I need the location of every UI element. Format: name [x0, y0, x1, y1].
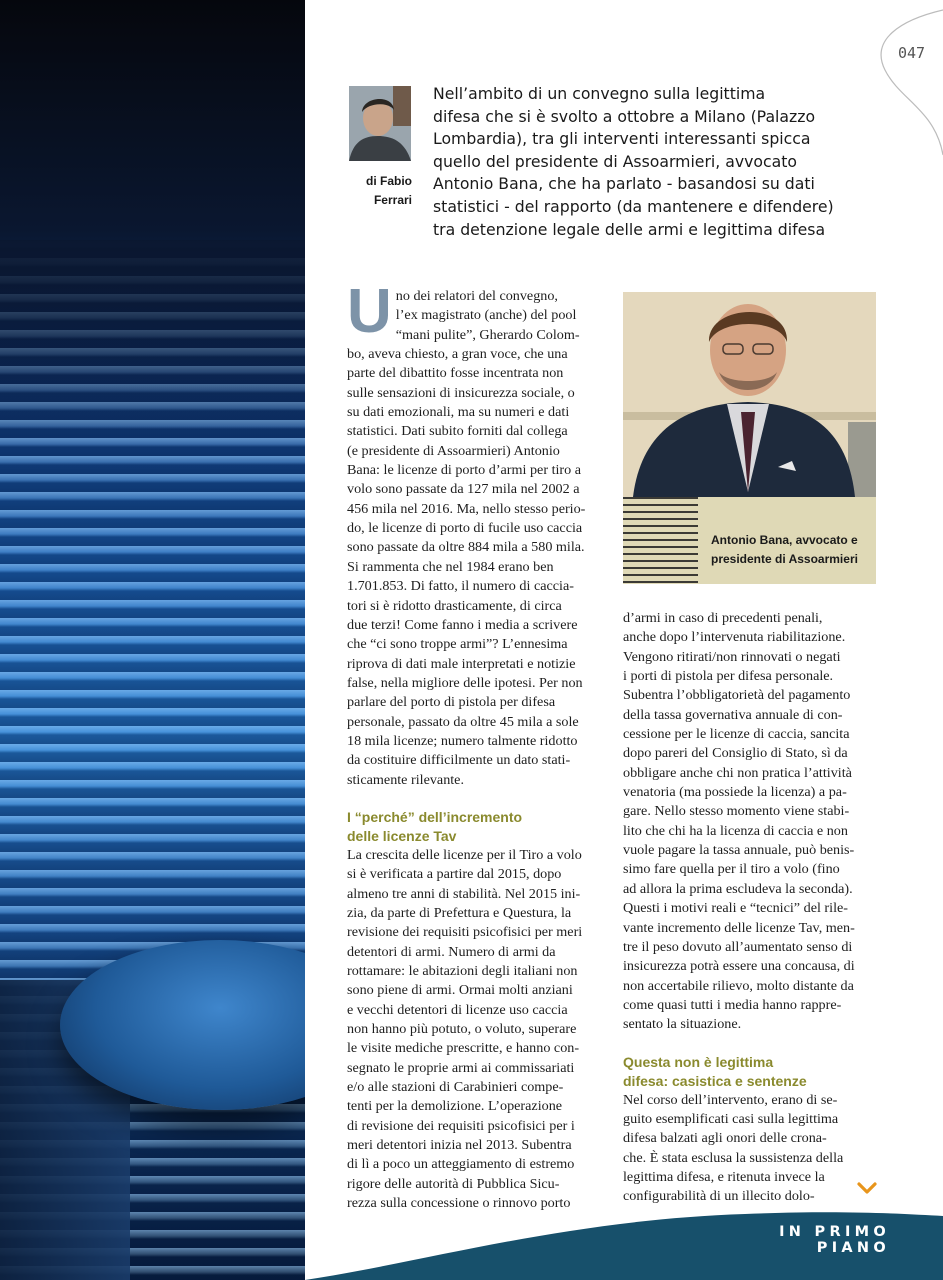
- body-line: della tassa governativa annuale di con-: [623, 706, 843, 723]
- body-line: dopo pareri del Consiglio di Stato, sì da: [623, 745, 848, 762]
- photo-caption-box: [623, 497, 876, 584]
- intro-line: statistici - del rapporto (da mantenere e difendere): [433, 196, 834, 216]
- body-line: Subentra l’obbligatorietà del pagamento: [623, 687, 851, 704]
- body-line: Si rammenta che nel 1984 erano ben: [347, 558, 554, 575]
- photo-caption: [711, 531, 871, 569]
- body-line: segnato le proprie armi ai commissariati: [347, 1059, 575, 1076]
- body-line: riprova di dati male interpretati e notizie: [347, 655, 576, 672]
- body-line: anche dopo l’intervenuta riabilitazione.: [623, 629, 846, 646]
- body-line: obbligare anche chi non pratica l’attività: [623, 764, 852, 781]
- body-line: le visite mediche prescritte, e hanno con-: [347, 1040, 580, 1057]
- body-line: e vecchi detentori di licenze uso caccia: [347, 1001, 568, 1018]
- body-line: da costituire difficilmente un dato stati-: [347, 752, 571, 769]
- body-line: Questi i motivi reali e “tecnici” del rile-: [623, 900, 848, 917]
- intro-line: Nell’ambito di un convegno sulla legittima: [433, 84, 766, 103]
- body-line: parlare del porto di pistola per difesa: [347, 694, 556, 711]
- body-line: tenti per la demolizione. L’operazione: [347, 1098, 563, 1115]
- body-line: “mani pulite”, Gherardo Colom-: [395, 326, 580, 343]
- body-line: almeno tre anni di stabilità. Nel 2015 ini-: [347, 885, 581, 902]
- body-line: guito esemplificati casi sulla legittima: [623, 1110, 839, 1127]
- body-line: rigore delle autorità di Pubblica Sicu-: [347, 1175, 560, 1192]
- decorative-photo-blinds: [0, 0, 305, 1280]
- body-line: che “ci sono troppe armi”? L’ennesima: [347, 636, 568, 653]
- body-line: do, le licenze di porto di fucile uso caccia: [347, 520, 583, 537]
- byline-line: di Fabio: [366, 174, 412, 188]
- body-line: tori si è ridotto drasticamente, di circa: [347, 597, 562, 614]
- body-line: 1.701.853. Di fatto, il numero di caccia-: [347, 578, 574, 595]
- body-line: Vengono ritirati/non rinnovati o negati: [623, 648, 841, 665]
- section-heading: [347, 808, 602, 846]
- body-line: parte del dibattito fosse incentrata non: [347, 365, 564, 382]
- body-line: sono piene di armi. Ormai molti anziani: [347, 982, 573, 999]
- body-line: bo, aveva chiesto, a gran voce, che una: [347, 346, 568, 363]
- body-line: detentori di armi. Numero di armi da: [347, 943, 556, 960]
- article-intro: [433, 83, 893, 241]
- page-number: 047: [898, 44, 926, 62]
- body-line: tre il peso dovuto all’aumentato senso di: [623, 938, 853, 955]
- heading-line: delle licenze Tav: [347, 827, 457, 844]
- body-line: no dei relatori del convegno,: [395, 288, 558, 304]
- body-line: rezza sulla concessione o rinnovo porto: [347, 1195, 571, 1212]
- body-line: l’ex magistrato (anche) del pool: [395, 307, 577, 324]
- body-line: sono passate da oltre 884 mila a 580 mila.: [347, 539, 585, 556]
- author-photo: [349, 86, 411, 161]
- heading-line: I “perché” dell’incremento: [347, 808, 523, 825]
- body-line: si è verificata a partire dal 2015, dopo: [347, 866, 562, 883]
- heading-line: Questa non è legittima: [623, 1053, 774, 1070]
- body-line: insicurezza potrà essere una concausa, di: [623, 958, 855, 975]
- caption-line: Antonio Bana, avvocato e: [711, 533, 858, 547]
- body-line: difesa balzati agli onori delle crona-: [623, 1130, 827, 1147]
- body-line: lito che chi ha la licenza di caccia e non: [623, 822, 848, 839]
- body-line: su dati emozionali, ma su numeri e dati: [347, 404, 570, 421]
- intro-line: quello del presidente di Assoarmieri, avvocato: [433, 151, 797, 171]
- body-line: statistici. Dati subito forniti dal collega: [347, 423, 568, 440]
- body-line: non accertabile rilievo, molto distante da: [623, 977, 854, 994]
- body-line: come quasi tutti i media hanno rappre-: [623, 996, 842, 1013]
- author-byline: [350, 172, 412, 210]
- portrait-illustration: [623, 292, 876, 497]
- body-line: gare. Nello stesso momento viene stabi-: [623, 803, 850, 820]
- intro-line: tra detenzione legale delle armi e legittima difesa: [433, 219, 826, 239]
- body-line: di revisione dei requisiti psicofisici per i: [347, 1117, 575, 1134]
- intro-line: Lombardia), tra gli interventi interessanti spicca: [433, 129, 811, 149]
- body-line: configurabilità di un illecito dolo-: [623, 1188, 815, 1205]
- body-line: revisione dei requisiti psicofisici per meri: [347, 924, 583, 941]
- body-line: sentato la situazione.: [623, 1016, 742, 1033]
- body-line: legittima difesa, e ritenuta invece la: [623, 1168, 825, 1185]
- caption-rule-lines: [623, 497, 698, 584]
- body-line: vuole pagare la tassa annuale, può benis-: [623, 842, 855, 859]
- caption-line: presidente di Assoarmieri: [711, 552, 858, 566]
- body-line: rottamare: le abitazioni degli italiani non: [347, 963, 578, 979]
- body-line: vante incremento delle licenze Tav, men-: [623, 919, 855, 936]
- body-line: i porti di pistola per difesa personale.: [623, 668, 834, 685]
- body-line: due terzi! Come fanno i media a scrivere: [347, 616, 578, 633]
- body-line: 456 mila nel 2016. Ma, nello stesso perio-: [347, 500, 586, 517]
- body-line: Nel corso dell’intervento, erano di se-: [623, 1091, 838, 1108]
- body-line: venatoria (ma possiede la licenza) a pa-: [623, 784, 847, 801]
- author-portrait: [349, 86, 411, 161]
- section-label: IN PRIMO PIANO: [779, 1224, 890, 1256]
- body-line: meri detentori inizia nel 2013. Subentra: [347, 1137, 572, 1154]
- body-line: Bana: le licenze di porto d’armi per tiro a: [347, 462, 582, 479]
- body-line: 18 mila licenze; numero talmente ridotto: [347, 732, 578, 749]
- body-line: sticamente rilevante.: [347, 771, 464, 788]
- byline-line: Ferrari: [373, 193, 412, 207]
- article-column-1: [347, 277, 602, 1213]
- heading-line: difesa: casistica e sentenze: [623, 1072, 807, 1089]
- body-line: personale, passato da oltre 45 mila a sole: [347, 713, 579, 730]
- shadow-overlay: [0, 240, 305, 440]
- section-heading: [623, 1053, 875, 1091]
- article-column-2: [623, 609, 875, 1207]
- body-line: zia, da parte di Prefettura e Questura, la: [347, 904, 572, 921]
- body-line: sulle sensazioni di insicurezza sociale, o: [347, 384, 575, 401]
- body-line: non hanno più potuto, o voluto, superare: [347, 1021, 577, 1038]
- chevron-down-icon: [857, 1181, 877, 1195]
- body-line: (e presidente di Assoarmieri) Antonio: [347, 442, 560, 459]
- body-line: e/o alle stazioni di Carabinieri compe-: [347, 1079, 564, 1096]
- body-line: volo sono passate da 127 mila nel 2002 a: [347, 481, 580, 498]
- intro-line: difesa che si è svolto a ottobre a Milano (Palazzo: [433, 106, 816, 126]
- intro-line: Antonio Bana, che ha parlato - basandosi su dati: [433, 174, 815, 194]
- body-line: false, nella migliore delle ipotesi. Per non: [347, 674, 583, 691]
- body-line: che. È stata esclusa la sussistenza della: [623, 1149, 844, 1166]
- body-line: La crescita delle licenze per il Tiro a volo: [347, 846, 582, 863]
- body-line: d’armi in caso di precedenti penali,: [623, 610, 823, 626]
- body-line: ad allora la prima escludeva la seconda).: [623, 880, 853, 897]
- feature-photo: [623, 292, 876, 497]
- body-line: di lì a poco un atteggiamento di estremo: [347, 1156, 575, 1173]
- body-line: simo fare quella per il tiro a volo (fino: [623, 861, 840, 878]
- drop-cap: U: [347, 277, 392, 346]
- body-line: cessione per le licenze di caccia, sancita: [623, 726, 850, 743]
